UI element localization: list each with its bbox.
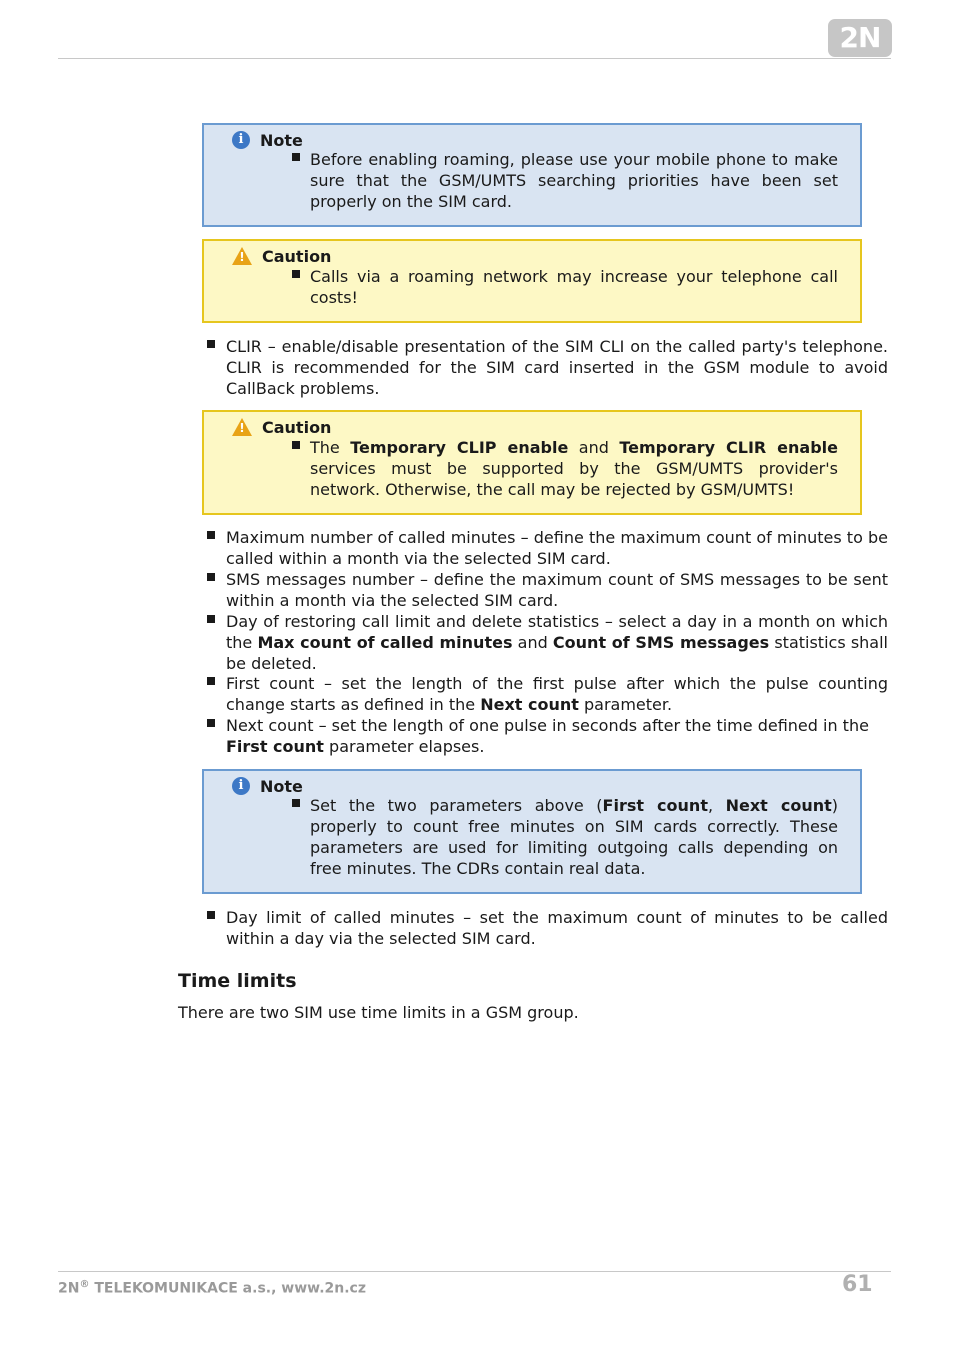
bullet-icon	[292, 799, 300, 807]
note-header	[232, 775, 303, 797]
info-icon: i	[232, 777, 250, 795]
section-heading: Time limits	[178, 970, 297, 992]
bullet-icon	[292, 270, 300, 278]
max-minutes-item: Maximum number of called minutes – define the maximum count of minutes to be called within a month via the selected SIM card.	[226, 528, 888, 568]
info-icon: i	[232, 131, 250, 149]
bullet-icon	[207, 340, 215, 348]
caution-header	[232, 416, 331, 438]
section-body: There are two SIM use time limits in a GSM group.	[178, 1003, 579, 1022]
bullet-icon	[207, 615, 215, 623]
caution-box	[202, 239, 862, 323]
note-box	[202, 769, 862, 894]
caution-box	[202, 410, 862, 515]
warning-icon: !	[232, 418, 252, 436]
footer-company: 2N® TELEKOMUNIKACE a.s., www.2n.cz	[58, 1279, 366, 1297]
brand-logo: 2N	[828, 19, 892, 57]
day-limit-item: Day limit of called minutes – set the maximum count of minutes to be called within a day via the selected SIM card.	[226, 908, 888, 948]
caution-text: The Temporary CLIP enable and Temporary CLIR enable services must be supported by the GSM/UMTS provider's network. Otherwise, the call may be rejected by GSM/UMTS!	[310, 438, 839, 499]
note-box	[202, 123, 862, 227]
bullet-icon	[292, 441, 300, 449]
next-count-item: Next count – set the length of one pulse in seconds after the time defined in the First count parameter elapses.	[226, 716, 869, 756]
note-label: Note	[260, 130, 303, 150]
bullet-icon	[207, 573, 215, 581]
note-header	[232, 129, 303, 151]
bullet-icon	[292, 153, 300, 161]
note-text: Set the two parameters above (First count, Next count) properly to count free minutes on SIM cards correctly. These parameters are used for limiting outgoing calls depending on free minutes. The CDRs contain real data.	[310, 796, 839, 878]
footer-divider	[58, 1271, 891, 1272]
note-text: Before enabling roaming, please use your mobile phone to make sure that the GSM/UMTS searching priorities have been set properly on the SIM card.	[310, 150, 838, 211]
bullet-icon	[207, 719, 215, 727]
bullet-icon	[207, 677, 215, 685]
bullet-icon	[207, 531, 215, 539]
page-number: 61	[842, 1272, 873, 1297]
restore-day-item: Day of restoring call limit and delete statistics – select a day in a month on which the Max count of called minutes and Count of SMS messages statistics shall be deleted.	[226, 612, 889, 673]
note-label: Note	[260, 776, 303, 796]
warning-icon: !	[232, 247, 252, 265]
caution-header	[232, 245, 331, 267]
first-count-item: First count – set the length of the first pulse after which the pulse counting change starts as defined in the Next count parameter.	[226, 674, 888, 714]
caution-label: Caution	[262, 246, 332, 266]
bullet-icon	[207, 911, 215, 919]
caution-text: Calls via a roaming network may increase your telephone call costs!	[310, 267, 838, 307]
caution-label: Caution	[262, 417, 332, 437]
header-divider	[58, 58, 891, 59]
clir-item: CLIR – enable/disable presentation of the SIM CLI on the called party's telephone. CLIR is recommended for the SIM card inserted in the GSM module to avoid CallBack problems.	[226, 337, 888, 398]
sms-number-item: SMS messages number – define the maximum count of SMS messages to be sent within a month via the selected SIM card.	[226, 570, 888, 610]
